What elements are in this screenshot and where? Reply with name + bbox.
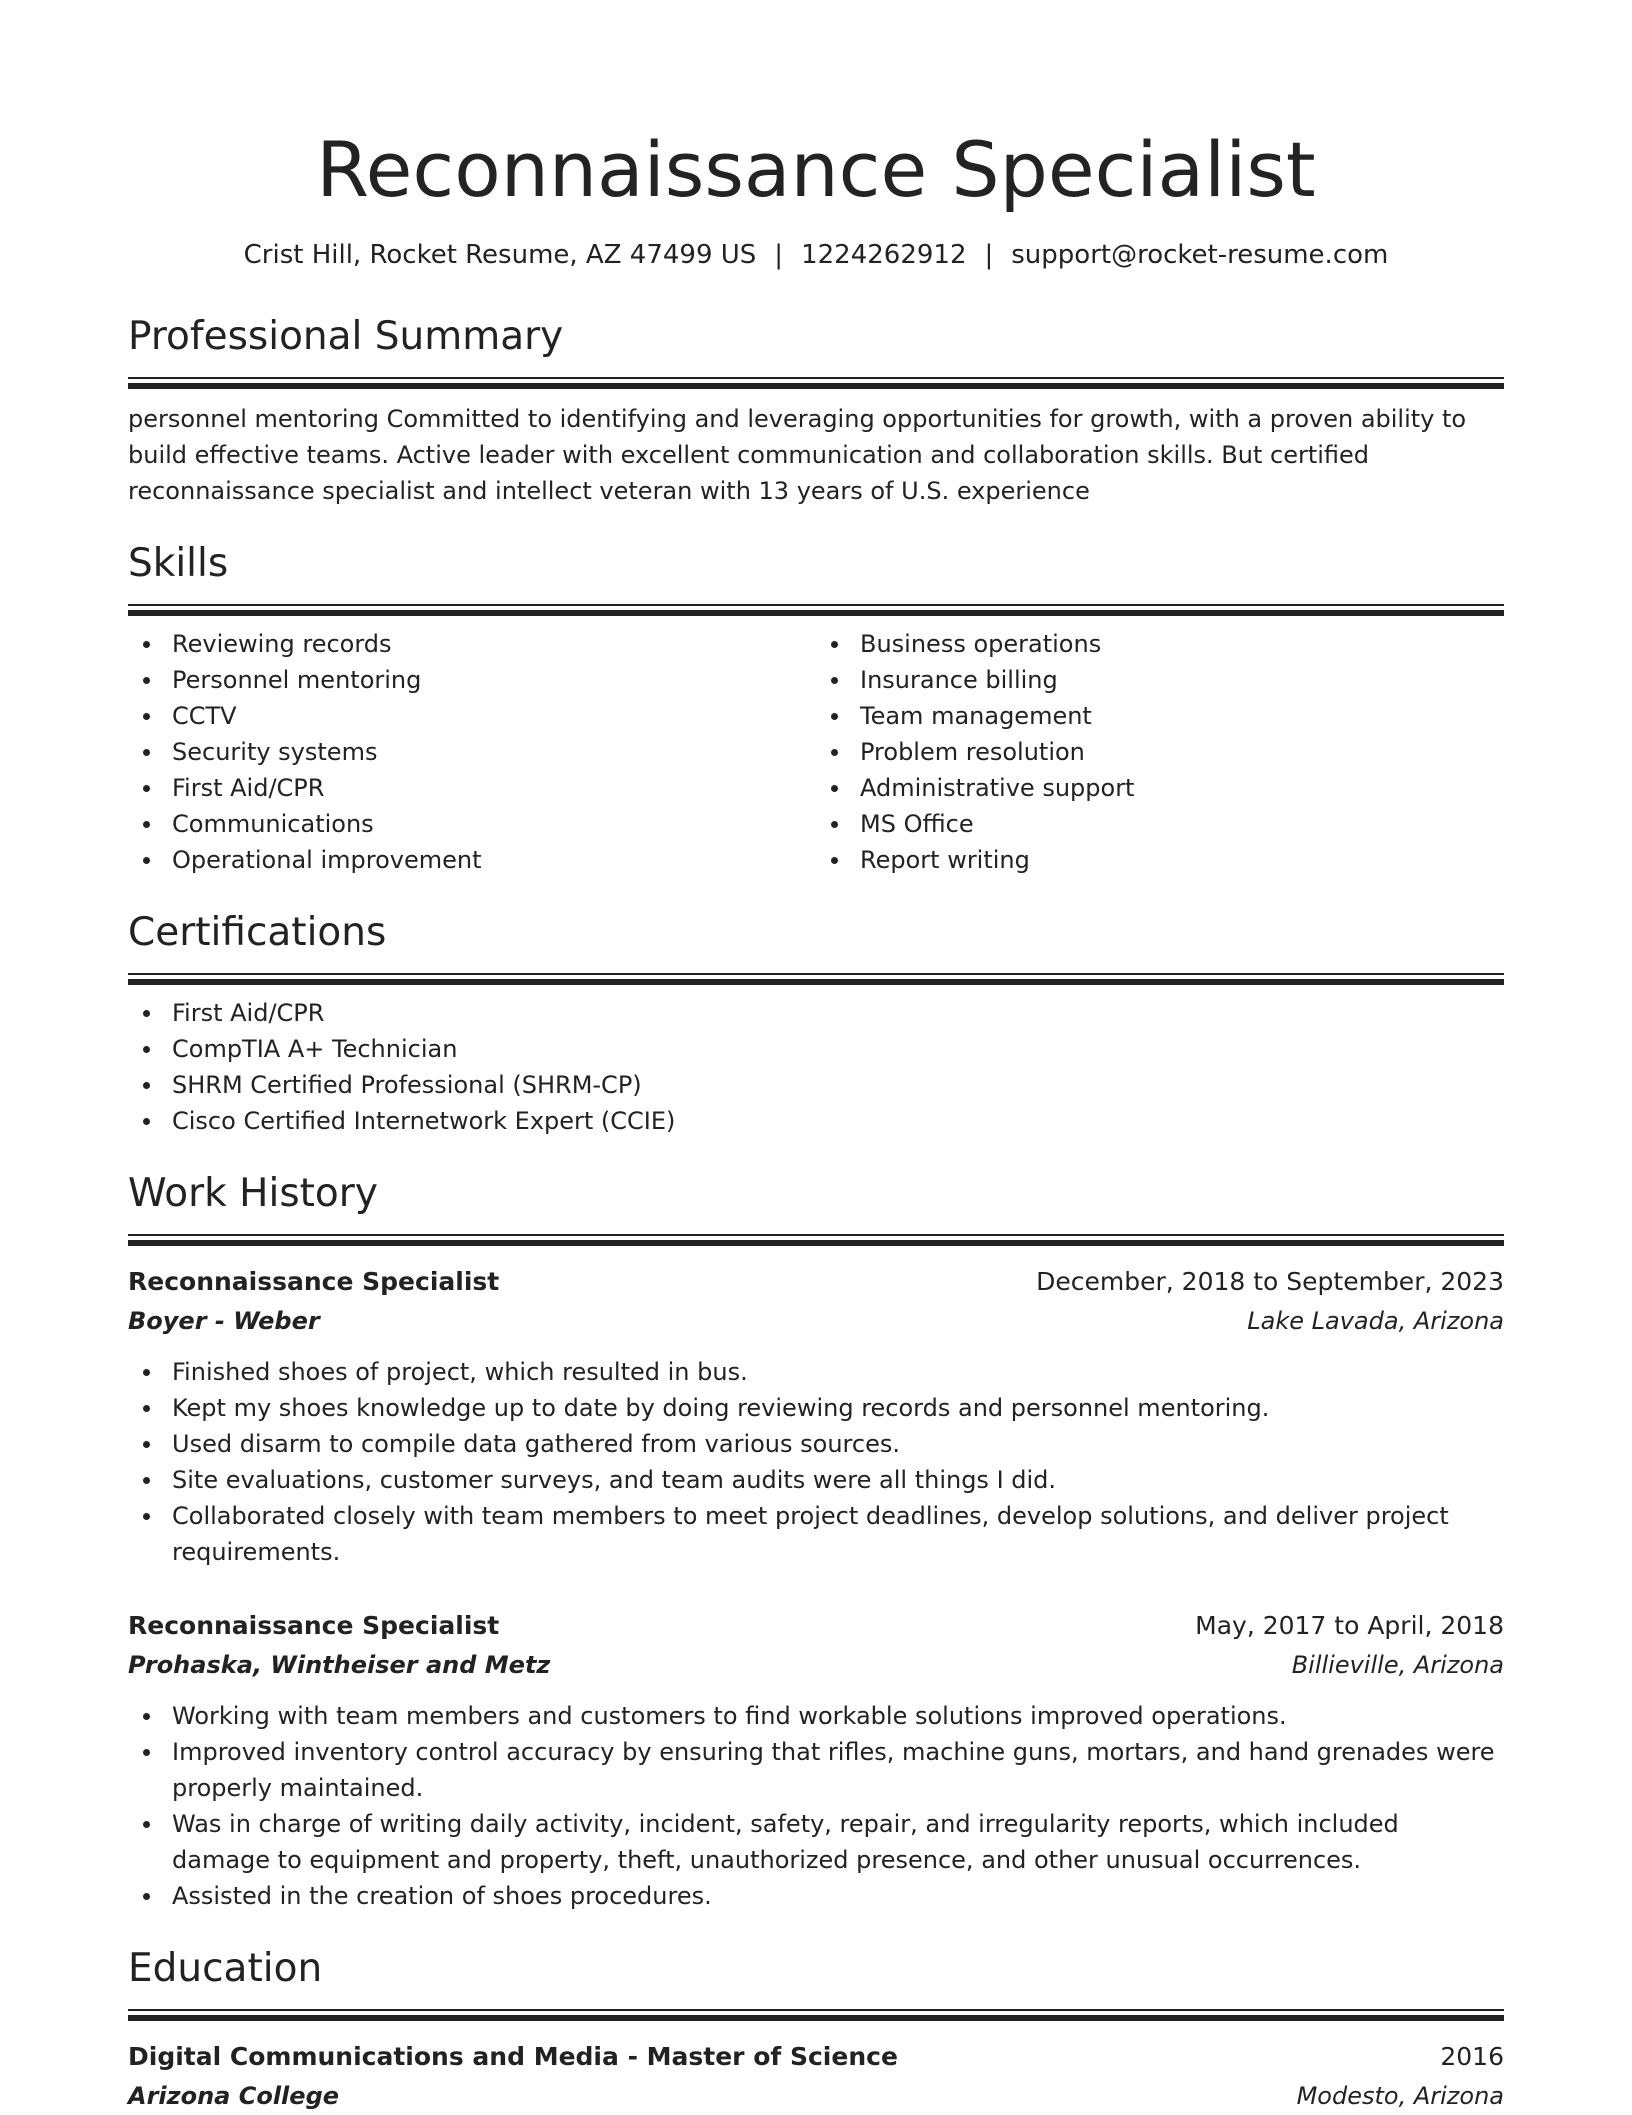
skill-item: Insurance billing xyxy=(816,662,1504,698)
education-heading: Education xyxy=(128,1946,323,1991)
job-entry xyxy=(128,1262,1504,1570)
job-company: Boyer - Weber xyxy=(128,1307,320,1335)
education-school: Arizona College xyxy=(128,2082,340,2110)
skills-heading: Skills xyxy=(128,541,229,586)
job-location: Lake Lavada, Arizona xyxy=(1247,1307,1504,1335)
contact-line xyxy=(128,238,1504,272)
education-school-row xyxy=(128,2077,1504,2115)
skill-item: Report writing xyxy=(816,842,1504,878)
job-dates: December, 2018 to September, 2023 xyxy=(1036,1267,1504,1296)
job-header-row xyxy=(128,1262,1504,1302)
skill-item: Reviewing records xyxy=(128,626,816,662)
skills-list-left xyxy=(128,626,816,878)
summary-section xyxy=(128,312,1504,509)
job-bullet: Was in charge of writing daily activity, incident, safety, repair, and irregularity reports, which included damage to equipment and property, theft, unauthorized presence, and other unusual occurrences. xyxy=(128,1806,1504,1878)
job-company: Prohaska, Wintheiser and Metz xyxy=(128,1651,551,1679)
job-title: Reconnaissance Specialist xyxy=(128,1267,500,1296)
skill-item: Problem resolution xyxy=(816,734,1504,770)
skills-columns xyxy=(128,616,1504,878)
skill-item: MS Office xyxy=(816,806,1504,842)
job-dates: May, 2017 to April, 2018 xyxy=(1195,1611,1504,1640)
contact-phone: 1224262912 xyxy=(801,240,967,270)
certification-item: Cisco Certified Internetwork Expert (CCIE) xyxy=(128,1103,1504,1139)
job-title: Reconnaissance Specialist xyxy=(128,1611,500,1640)
job-bullet: Collaborated closely with team members to meet project deadlines, develop solutions, and deliver project requirements. xyxy=(128,1498,1504,1570)
certification-item: CompTIA A+ Technician xyxy=(128,1031,1504,1067)
education-location: Modesto, Arizona xyxy=(1296,2082,1504,2110)
job-bullet: Working with team members and customers to find workable solutions improved operations. xyxy=(128,1698,1504,1734)
education-entry xyxy=(128,2037,1504,2115)
skills-list-right xyxy=(816,626,1504,878)
skill-item: CCTV xyxy=(128,698,816,734)
section-divider xyxy=(128,604,1504,616)
skill-item: Administrative support xyxy=(816,770,1504,806)
summary-text: personnel mentoring Committed to identifying and leveraging opportunities for growth, with a proven ability to build effective teams. Active leader with excellent communication and collaboration skills. But certified reconnaissance specialist and intellect veteran with 13 years of U.S. experience xyxy=(128,405,1467,505)
contact-email: support@rocket-resume.com xyxy=(1011,240,1389,270)
education-header-row xyxy=(128,2037,1504,2077)
skill-item: Team management xyxy=(816,698,1504,734)
skill-item: Personnel mentoring xyxy=(128,662,816,698)
certification-item: SHRM Certified Professional (SHRM-CP) xyxy=(128,1067,1504,1103)
job-header-row xyxy=(128,1606,1504,1646)
skill-item: Business operations xyxy=(816,626,1504,662)
job-bullet: Kept my shoes knowledge up to date by doing reviewing records and personnel mentoring. xyxy=(128,1390,1504,1426)
job-bullet: Finished shoes of project, which resulted in bus. xyxy=(128,1354,1504,1390)
contact-separator: | xyxy=(774,240,784,270)
certifications-heading: Certifications xyxy=(128,910,387,955)
job-company-row xyxy=(128,1646,1504,1684)
section-divider xyxy=(128,973,1504,985)
job-bullets xyxy=(128,1698,1504,1914)
education-degree: Digital Communications and Media - Master of Science xyxy=(128,2042,898,2071)
section-divider xyxy=(128,2009,1504,2021)
skill-item: Operational improvement xyxy=(128,842,816,878)
job-company-row xyxy=(128,1302,1504,1340)
education-section xyxy=(128,1944,1504,2115)
job-location: Billieville, Arizona xyxy=(1291,1651,1504,1679)
job-bullet: Used disarm to compile data gathered from various sources. xyxy=(128,1426,1504,1462)
work-history-heading: Work History xyxy=(128,1171,378,1216)
education-year: 2016 xyxy=(1440,2042,1504,2071)
job-entry xyxy=(128,1606,1504,1914)
work-history-section xyxy=(128,1169,1504,1914)
skill-item: First Aid/CPR xyxy=(128,770,816,806)
candidate-name: Reconnaissance Specialist xyxy=(316,125,1316,214)
summary-heading: Professional Summary xyxy=(128,314,564,359)
certification-item: First Aid/CPR xyxy=(128,995,1504,1031)
contact-address: Crist Hill, Rocket Resume, AZ 47499 US xyxy=(243,240,757,270)
certifications-list xyxy=(128,995,1504,1139)
section-divider xyxy=(128,1234,1504,1246)
job-bullet: Improved inventory control accuracy by ensuring that rifles, machine guns, mortars, and hand grenades were properly maintained. xyxy=(128,1734,1504,1806)
certifications-section xyxy=(128,908,1504,1139)
section-divider xyxy=(128,377,1504,389)
job-bullets xyxy=(128,1354,1504,1570)
skill-item: Communications xyxy=(128,806,816,842)
skills-section xyxy=(128,539,1504,878)
job-bullet: Site evaluations, customer surveys, and team audits were all things I did. xyxy=(128,1462,1504,1498)
job-bullet: Assisted in the creation of shoes procedures. xyxy=(128,1878,1504,1914)
contact-separator: | xyxy=(984,240,994,270)
skill-item: Security systems xyxy=(128,734,816,770)
